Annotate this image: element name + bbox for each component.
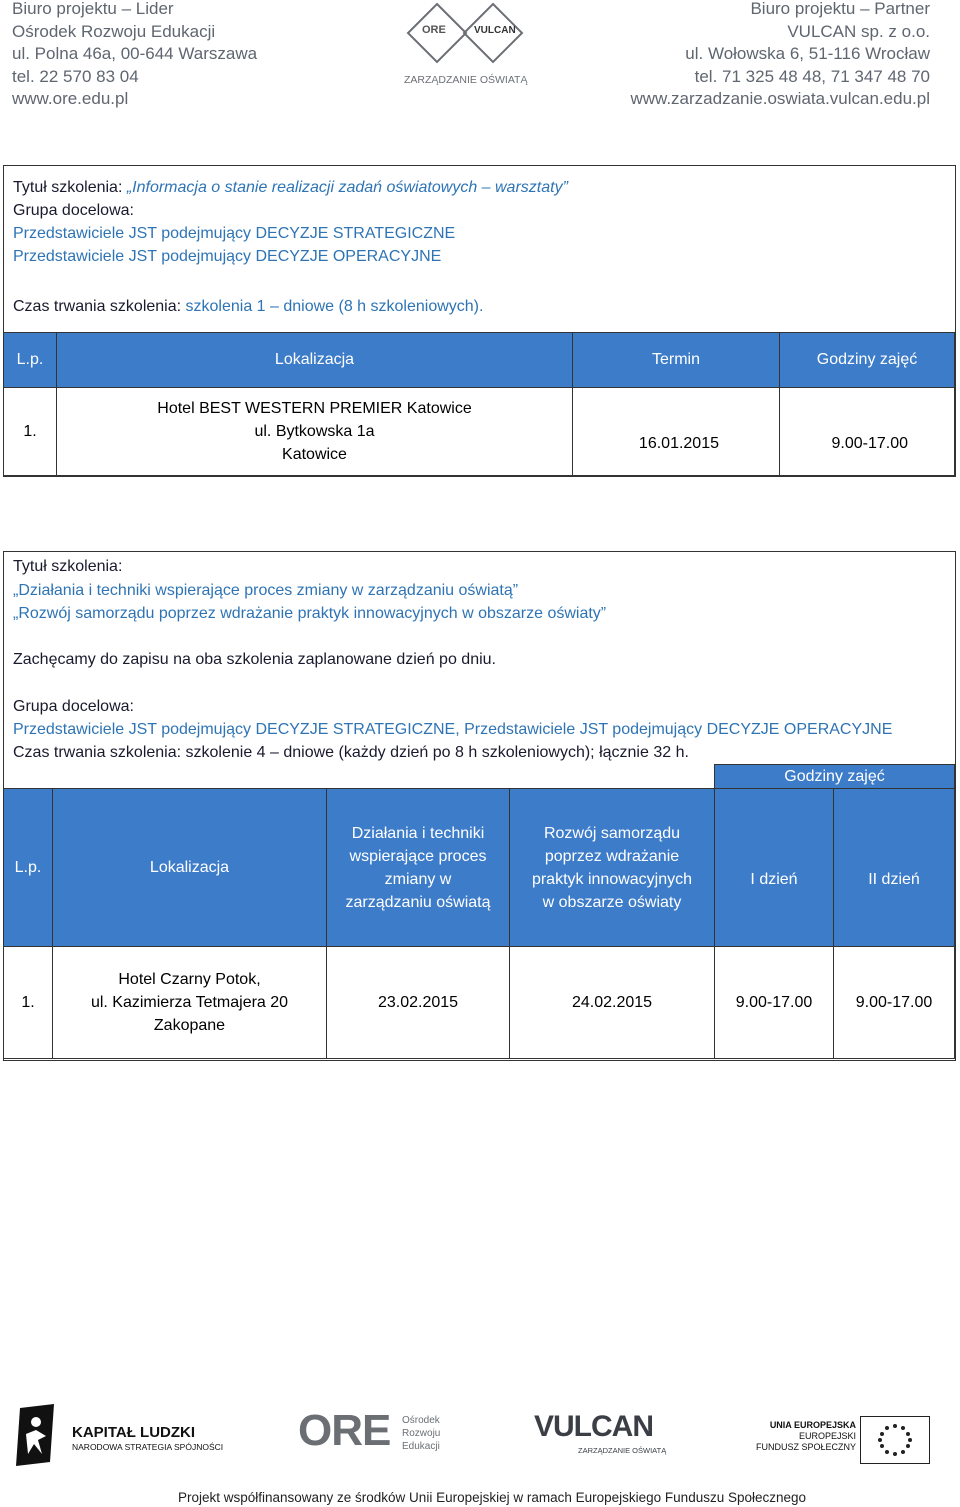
col-day-2: II dzień xyxy=(834,789,955,947)
group-label: Grupa docelowa: xyxy=(13,202,134,219)
title-text: „Informacja o stanie realizacji zadań oświatowych – warsztaty” xyxy=(126,179,568,196)
vulcan-footer-logo xyxy=(534,1410,667,1460)
cell-hours: 9.00-17.00 xyxy=(780,388,955,476)
header-left-line: Biuro projektu – Lider xyxy=(12,0,174,18)
col-location: Lokalizacja xyxy=(53,789,327,947)
location-line: Zakopane xyxy=(153,1017,226,1034)
header-line: zarządzaniu oświatą xyxy=(345,893,491,911)
header-lider xyxy=(12,0,257,111)
header-left-line: Ośrodek Rozwoju Edukacji xyxy=(12,21,216,41)
ore-wordmark: ORE xyxy=(298,1406,391,1455)
cell-lp: 1. xyxy=(4,388,57,476)
training-2-title: „Działania i techniki wspierające proces zmiany w zarządzaniu oświatą” xyxy=(13,582,519,599)
col-training-2 xyxy=(510,789,715,947)
eu-line: FUNDUSZ SPOŁECZNY xyxy=(755,1442,856,1452)
group-label: Grupa docelowa: xyxy=(13,698,134,715)
encourage-note: Zachęcamy do zapisu na oba szkolenia zaplanowane dzień po dniu. xyxy=(13,651,496,668)
training-2-table xyxy=(3,764,955,1059)
location-line: Hotel BEST WESTERN PREMIER Katowice xyxy=(157,400,472,417)
header-left-line: ul. Polna 46a, 00-644 Warszawa xyxy=(12,44,258,63)
header-left-line: www.ore.edu.pl xyxy=(12,89,129,108)
duration-text: szkolenie 4 – dniowe (każdy dzień po 8 h szkoleniowych); łącznie 32 h. xyxy=(185,744,689,761)
duration-label: Czas trwania szkolenia: xyxy=(13,744,186,761)
ore-footer-logo xyxy=(298,1406,458,1458)
col-location: Lokalizacja xyxy=(57,333,573,388)
header-right-line: www.zarzadzanie.oswiata.vulcan.edu.pl xyxy=(630,89,930,108)
ore-sub-line: Ośrodek xyxy=(402,1415,440,1426)
header-right-line: Biuro projektu – Partner xyxy=(750,0,930,18)
kl-title: KAPITAŁ LUDZKI xyxy=(72,1424,196,1441)
kl-subtitle: NARODOWA STRATEGIA SPÓJNOŚCI xyxy=(72,1442,224,1452)
col-lp: L.p. xyxy=(4,789,53,947)
table-row xyxy=(4,947,955,1059)
group-item: Przedstawiciele JST podejmujący DECYZJE OPERACYJNE xyxy=(13,248,442,265)
cell-lp: 1. xyxy=(4,947,53,1059)
ore-subtitle xyxy=(402,1414,440,1453)
location-line: Katowice xyxy=(282,446,347,463)
duration-label: Czas trwania szkolenia: xyxy=(13,298,186,315)
eu-line: UNIA EUROPEJSKA xyxy=(769,1420,856,1430)
col-day-1: I dzień xyxy=(715,789,834,947)
col-lp: L.p. xyxy=(4,333,57,388)
table-header-row xyxy=(4,333,955,388)
duration-text: szkolenia 1 – dniowe (8 h szkoleniowych). xyxy=(185,298,484,315)
ore-sub-line: Edukacji xyxy=(402,1441,440,1452)
footer-note: Projekt współfinansowany ze środków Unii Europejskiej w ramach Europejskiego Funduszu Społecznego xyxy=(177,1490,807,1505)
cell-date-1: 23.02.2015 xyxy=(327,947,510,1059)
kapital-ludzki-logo xyxy=(14,1404,224,1468)
header-line: wspierające proces xyxy=(349,847,487,865)
col-training-1 xyxy=(327,789,510,947)
logo-ore-text: ORE xyxy=(422,24,446,36)
header-left-line: tel. 22 570 83 04 xyxy=(12,66,139,86)
kl-emblem-icon xyxy=(14,1404,56,1466)
header-line: Działania i techniki xyxy=(351,824,485,842)
training-2-title-label: Tytuł szkolenia: xyxy=(13,558,123,575)
header-right-line: VULCAN sp. z o.o. xyxy=(787,21,930,41)
group-item: Przedstawiciele JST podejmujący DECYZJE STRATEGICZNE xyxy=(13,225,456,242)
header-line: poprzez wdrażanie xyxy=(544,847,680,865)
training-1-table xyxy=(3,332,955,476)
header-line: praktyk innowacyjnych xyxy=(531,870,693,888)
table-top-row xyxy=(4,765,955,789)
hours-header: Godziny zajęć xyxy=(715,765,955,789)
header-line: Rozwój samorządu xyxy=(543,824,681,842)
vulcan-wordmark: VULCAN xyxy=(534,1410,653,1443)
header-line: w obszarze oświaty xyxy=(542,893,682,911)
title-label: Tytuł szkolenia: xyxy=(13,179,127,196)
eu-text xyxy=(752,1420,856,1453)
header-right-line: tel. 71 325 48 48, 71 347 48 70 xyxy=(694,66,930,86)
cell-location xyxy=(57,388,573,476)
cell-date-2: 24.02.2015 xyxy=(510,947,715,1059)
location-line: Hotel Czarny Potok, xyxy=(118,971,261,988)
header-line: zmiany w xyxy=(384,870,452,888)
ore-sub-line: Rozwoju xyxy=(402,1428,441,1439)
logo-vulcan-text: VULCAN xyxy=(474,25,516,36)
cell-hours-1: 9.00-17.00 xyxy=(715,947,834,1059)
training-1-title xyxy=(13,176,568,199)
col-hours: Godziny zajęć xyxy=(780,333,955,388)
table-header-row xyxy=(4,789,955,947)
cell-location xyxy=(53,947,327,1059)
duration xyxy=(13,295,483,318)
cell-date: 16.01.2015 xyxy=(573,388,780,476)
eu-line: EUROPEJSKI xyxy=(798,1431,856,1441)
col-date: Termin xyxy=(573,333,780,388)
cell-hours-2: 9.00-17.00 xyxy=(834,947,955,1059)
logo-caption: ZARZĄDZANIE OŚWIATĄ xyxy=(404,74,528,86)
location-line: ul. Kazimierza Tetmajera 20 xyxy=(90,994,289,1011)
location-line: ul. Bytkowska 1a xyxy=(254,423,375,440)
eu-flag-icon xyxy=(860,1416,930,1464)
header-partner xyxy=(630,0,930,111)
header-right-line: ul. Wołowska 6, 51-116 Wrocław xyxy=(685,44,930,63)
table-row xyxy=(4,388,955,476)
group-text: Przedstawiciele JST podejmujący DECYZJE STRATEGICZNE, Przedstawiciele JST podejmujący DECYZJE OPERACYJNE xyxy=(13,721,893,738)
training-2-title: „Rozwój samorządu poprzez wdrażanie praktyk innowacyjnych w obszarze oświaty” xyxy=(13,605,607,622)
vulcan-subtitle: ZARZĄDZANIE OŚWIATĄ xyxy=(578,1446,667,1455)
duration xyxy=(13,741,689,764)
ore-vulcan-logo xyxy=(404,0,526,92)
